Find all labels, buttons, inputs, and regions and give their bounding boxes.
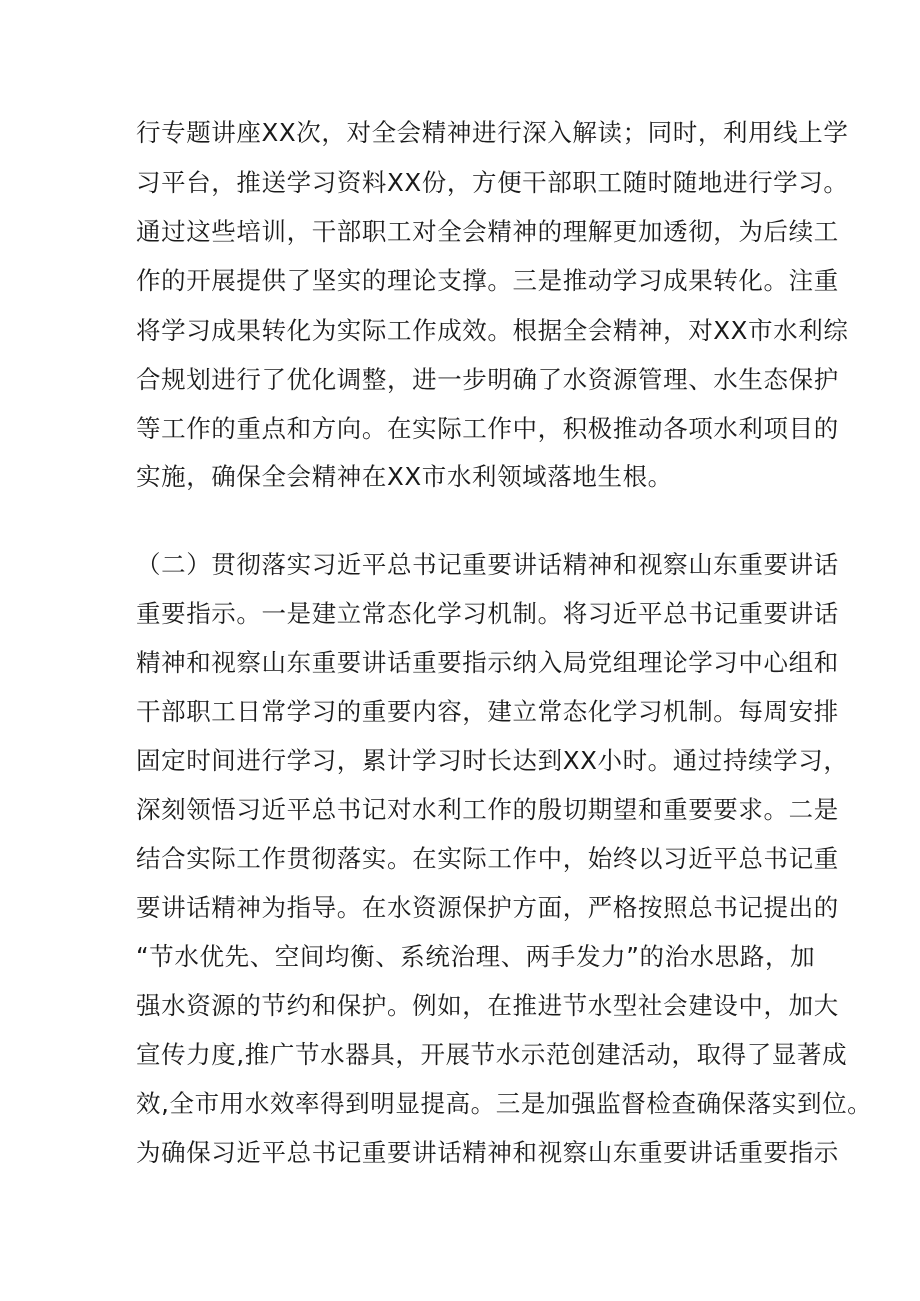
paragraph-line: 等工作的重点和方向。在实际工作中，积极推动各项水利项目的 bbox=[136, 414, 839, 443]
paragraph-line: 重要指示。一是建立常态化学习机制。将习近平总书记重要讲话 bbox=[136, 599, 839, 628]
paragraph-line: 宣传力度,推广节水器具，开展节水示范创建活动，取得了显著成 bbox=[136, 1040, 848, 1069]
section-heading-line: （二）贯彻落实习近平总书记重要讲话精神和视察山东重要讲话 bbox=[136, 550, 839, 579]
paragraph-line: “节水优先、空间均衡、系统治理、两手发力”的治水思路，加 bbox=[136, 942, 816, 971]
paragraph-line: 结合实际工作贯彻落实。在实际工作中，始终以习近平总书记重 bbox=[136, 844, 839, 873]
paragraph-line: 为确保习近平总书记重要讲话精神和视察山东重要讲话重要指示 bbox=[136, 1138, 839, 1167]
paragraph-line: 作的开展提供了坚实的理论支撑。三是推动学习成果转化。注重 bbox=[136, 266, 839, 295]
paragraph-line: 干部职工日常学习的重要内容，建立常态化学习机制。每周安排 bbox=[136, 697, 839, 726]
paragraph-line: 实施，确保全会精神在XX市水利领域落地生根。 bbox=[136, 462, 673, 491]
paragraph-line: 固定时间进行学习，累计学习时长达到XX小时。通过持续学习， bbox=[136, 746, 849, 775]
paragraph-line: 要讲话精神为指导。在水资源保护方面，严格按照总书记提出的 bbox=[136, 893, 839, 922]
paragraph-line: 习平台，推送学习资料XX份，方便干部职工随时随地进行学习。 bbox=[136, 168, 849, 197]
paragraph-line: 效,全市用水效率得到明显提高。三是加强监督检查确保落实到位。 bbox=[136, 1089, 873, 1118]
paragraph-line: 合规划进行了优化调整，进一步明确了水资源管理、水生态保护 bbox=[136, 365, 839, 394]
paragraph-line: 深刻领悟习近平总书记对水利工作的殷切期望和重要要求。二是 bbox=[136, 795, 839, 824]
paragraph-line: 强水资源的节约和保护。例如，在推进节水型社会建设中，加大 bbox=[136, 991, 839, 1020]
paragraph-line: 行专题讲座XX次，对全会精神进行深入解读；同时，利用线上学 bbox=[136, 118, 849, 147]
paragraph-line: 通过这些培训，干部职工对全会精神的理解更加透彻，为后续工 bbox=[136, 217, 839, 246]
paragraph-line: 精神和视察山东重要讲话重要指示纳入局党组理论学习中心组和 bbox=[136, 648, 839, 677]
paragraph-line: 将学习成果转化为实际工作成效。根据全会精神，对XX市水利综 bbox=[136, 316, 849, 345]
